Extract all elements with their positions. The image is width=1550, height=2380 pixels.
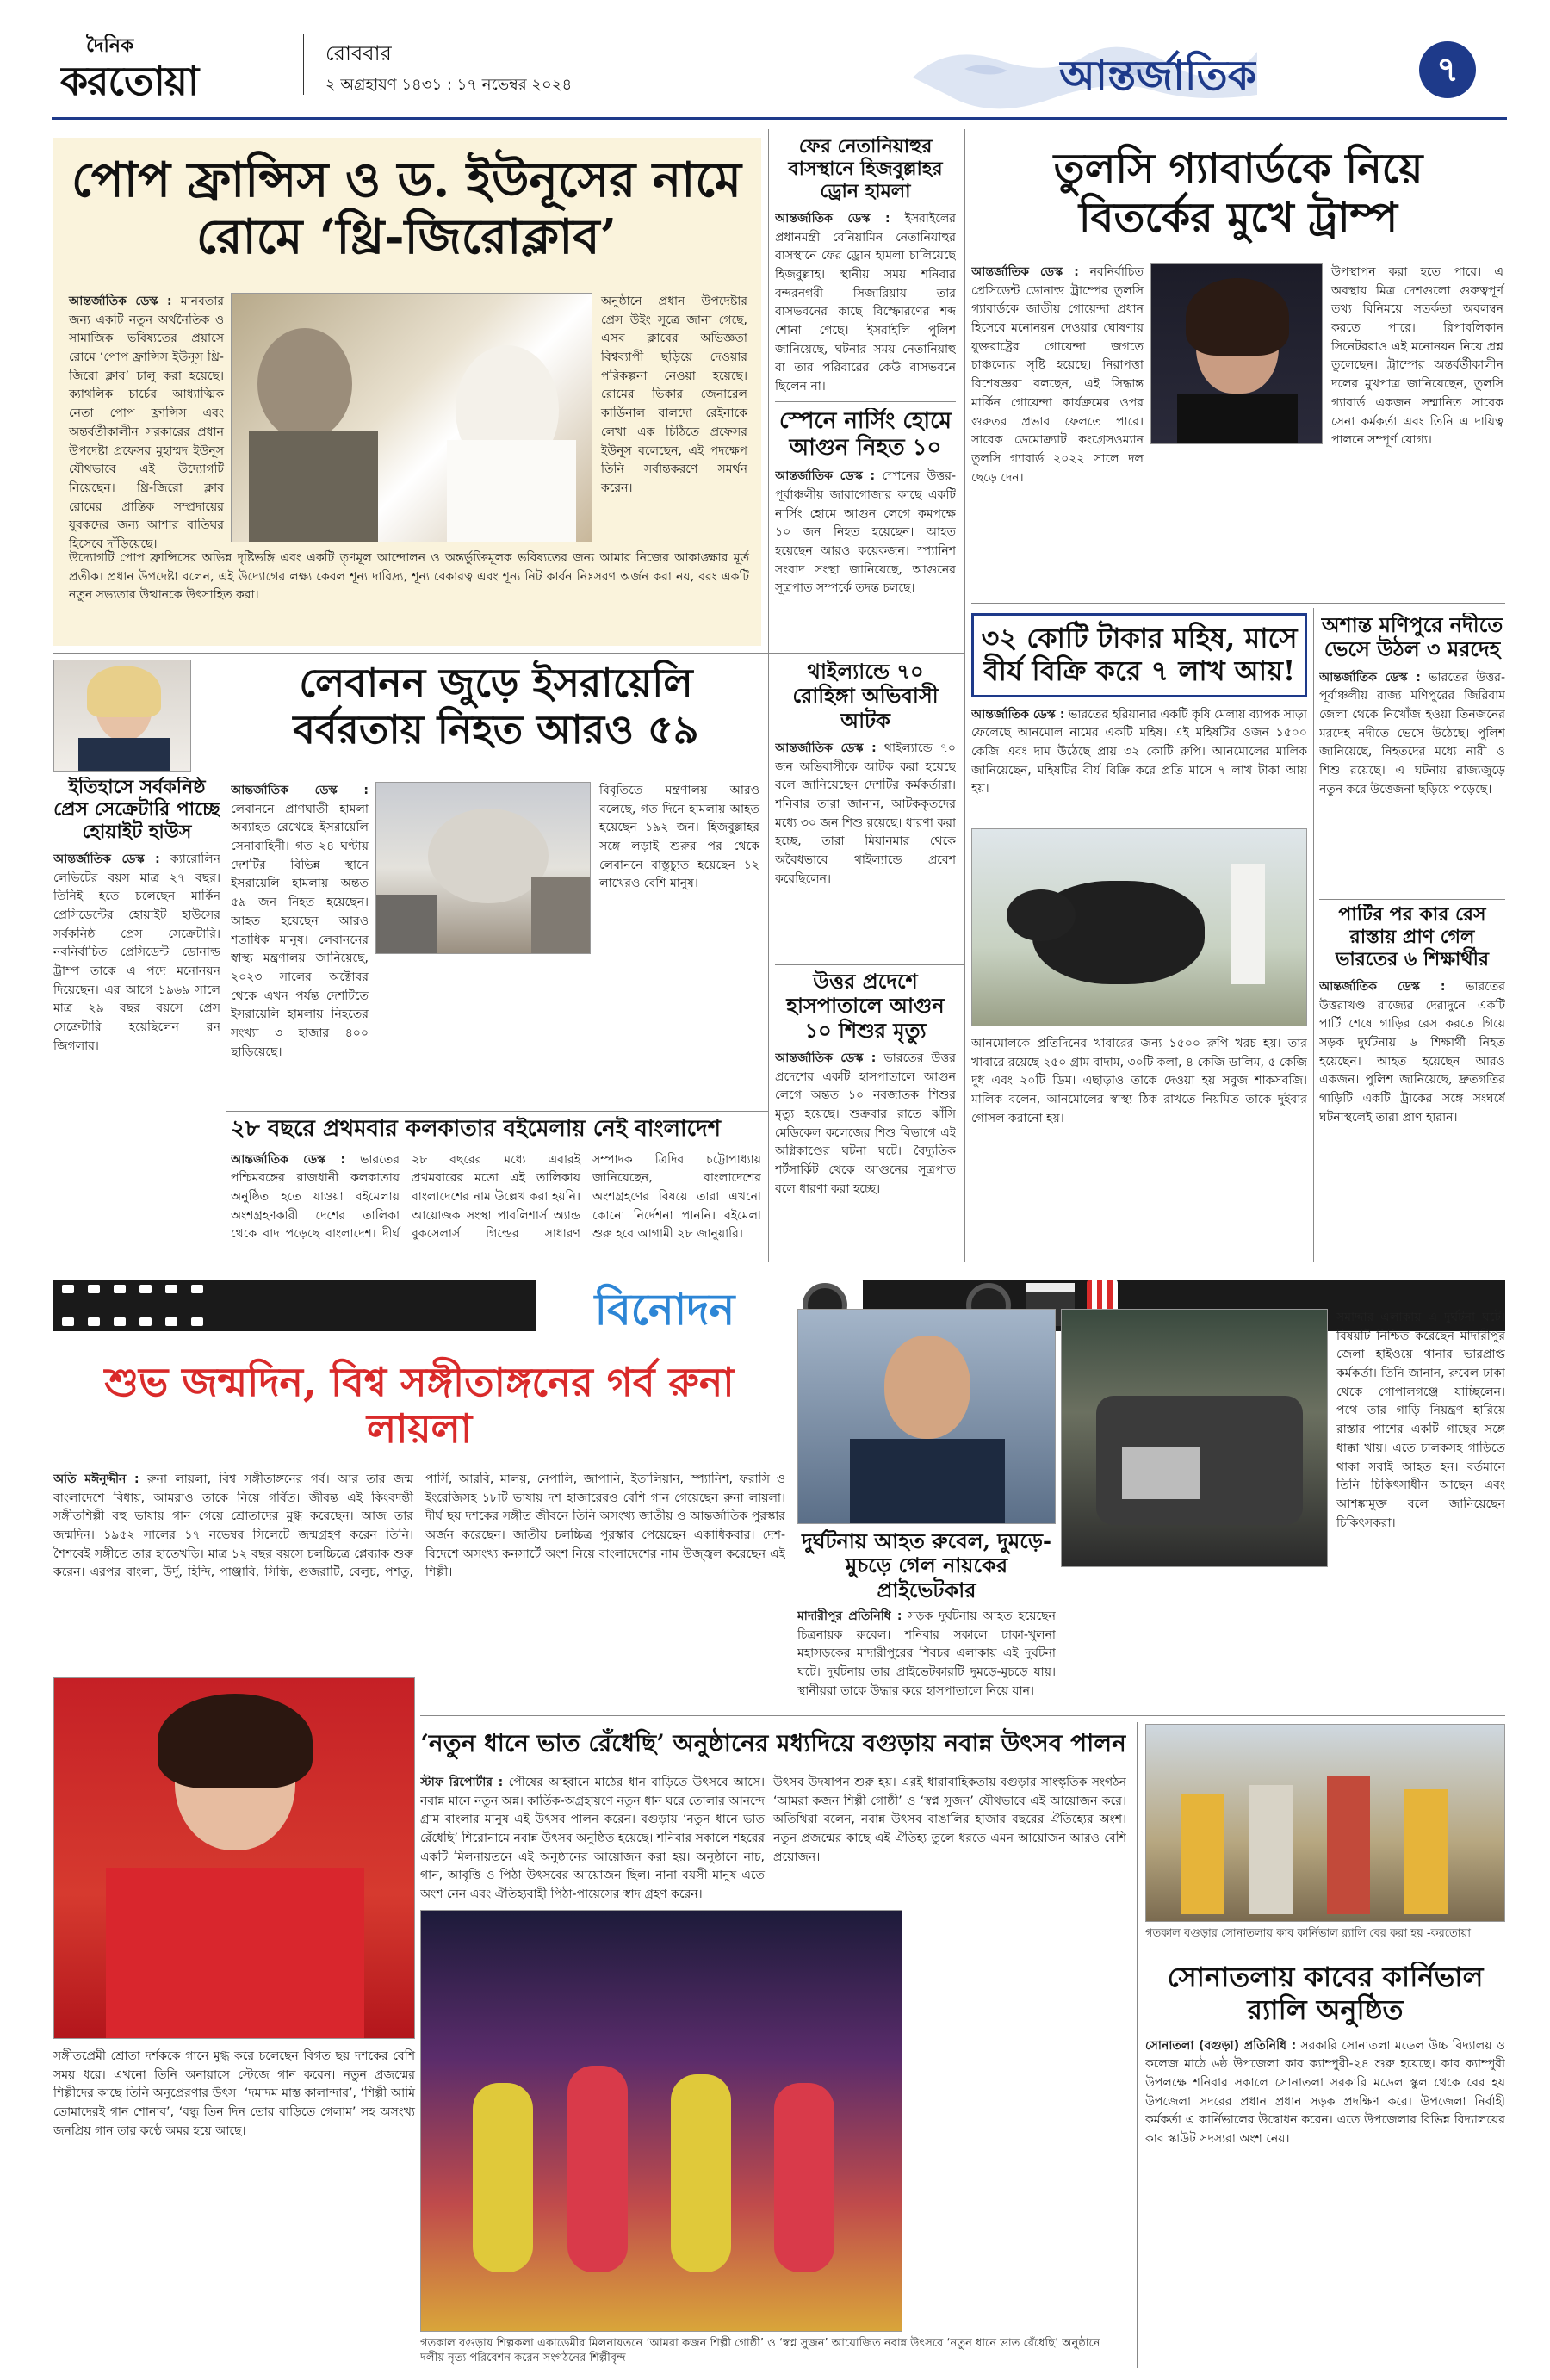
page-number-badge: ৭ xyxy=(1419,41,1476,98)
article-headline: পার্টির পর কার রেস রাস্তায় প্রাণ গেল ভারতের ৬ শিক্ষার্থীর xyxy=(1335,904,1490,970)
article-text-col2: বিবৃতিতে মন্ত্রণালয় আরও বলেছে, গত দিনে হামলায় আহত হয়েছেন ১৯২ জন। হিজবুল্লাহর সঙ্গে লড়াই শুরুর পর থেকে লেবাননে বাস্তুচ্যুত হয়েছেন ১২ লাখেরও বেশি মানুষ। xyxy=(599,784,760,891)
article-headline: তুলসি গ্যাবার্ডকে নিয়ে বিতর্কের মুখে ট্রাম্প xyxy=(1053,145,1423,242)
article-text-bottom: উদ্যোগটি পোপ ফ্রান্সিসের অভিন্ন দৃষ্টিভঙ্গি এবং একটি তৃণমূল আন্দোলন ও অন্তর্ভুক্তিমূলক ভবিষ্যতের জন্য আমার নিজের আকাঙ্ক্ষার মূর্ত প্রতীক। প্রধান উপদেষ্টা বলেন, এই উদ্যোগের লক্ষ্য কেবল শূন্য দারিদ্র্য, শূন্য বেকারত্ব এবং শূন্য নিট কার্বন নিঃসরণ অর্জন করা নয়, বরং একটি নতুন সভ্যতার উত্থানকে উৎসাহিত করা। xyxy=(69,551,749,603)
article-headline: ফের নেতানিয়াহুর বাসস্থানে হিজবুল্লাহর ড্রোন হামলা xyxy=(788,136,943,202)
logo-top-text: দৈনিক xyxy=(86,34,134,57)
article-india-car-race[interactable] xyxy=(1319,904,1505,1261)
masthead xyxy=(0,0,1550,121)
article-body: সড়ক দুর্ঘটনায় আহত হয়েছেন চিত্রনায়ক রুবেল। শনিবার সকালে ঢাকা-খুলনা মহাসড়কের মাদারীপুরের শিবচর এলাকায় এই দুর্ঘটনা ঘটে। দুর্ঘটনায় তার প্রাইভেটকারটি দুমড়ে-মুচড়ে যায়। স্থানীয়রা তাকে উদ্ধার করে হাসপাতালে নিয়ে যান। xyxy=(797,1608,1056,1698)
article-body: থাইল্যান্ডে ৭০ জন অভিবাসীকে আটক করা হয়েছে বলে জানিয়েছেন দেশটির কর্মকর্তারা। শনিবার তারা জানান, আটককৃতদের মধ্যে ৩০ জন শিশু রয়েছে। ধারণা করা হচ্ছে, তারা মিয়ানমার থেকে অবৈধভাবে থাইল্যান্ডে প্রবেশ করেছিলেন। xyxy=(775,741,956,886)
article-rubel-continued: সমাদ্দার এলাকায় এ দুর্ঘটনা ঘটে। বিষয়টি নিশ্চিত করেছেন মাদারীপুর জেলা হাইওয়ে থানার ভারপ্রাপ্ত কর্মকর্তা। তিনি জানান, রুবেল ঢাকা থেকে গোপালগঞ্জে যাচ্ছিলেন। পথে তার গাড়ি নিয়ন্ত্রণ হারিয়ে রাস্তার পাশের একটি গাছের সঙ্গে ধাক্কা খায়। এতে চালকসহ গাড়িতে থাকা সবাই আহত হন। বর্তমানে তিনি চিকিৎসাধীন আছেন এবং আশঙ্কামুক্ত বলে জানিয়েছেন চিকিৎসকরা। xyxy=(1336,1311,1505,1530)
article-sonatola-carnival[interactable] xyxy=(1145,1962,1505,2370)
article-lebanon[interactable] xyxy=(231,660,761,1107)
photo-pope-yunus xyxy=(231,293,592,542)
photo-buffalo xyxy=(971,828,1307,1026)
article-text-col2: অনুষ্ঠানে প্রধান উপদেষ্টার প্রেস উইং সূত্রে জানা গেছে, এসব ক্লাবের অভিজ্ঞতা বিশ্বব্যাপী ছড়িয়ে দেওয়ার পরিকল্পনা নেওয়া হয়েছে। রোমের ভিকার জেনারেল কার্ডিনাল বালদো রেইনাকে লেখা এক চিঠিতে প্রফেসর ইউনূস বলেছেন, এই পদক্ষেপ তিনি সর্বান্তকরণে সমর্থন করেন। xyxy=(601,294,747,495)
dateline: আন্তর্জাতিক ডেস্ক : xyxy=(971,707,1065,722)
column-rule xyxy=(964,129,965,1262)
article-headline: অশান্ত মণিপুরে নদীতে ভেসে উঠল ৩ মরদেহ xyxy=(1321,613,1504,662)
article-text-col2: উপস্থাপন করা হতে পারে। এ অবস্থায় মিত্র দেশগুলো গুরুত্বপূর্ণ তথ্য বিনিময়ে সতর্কতা অবলম্বন করতে পারে। রিপাবলিকান সিনেটররাও এই মনোনয়ন নিয়ে প্রশ্ন তুলেছেন। ট্রাম্পের অন্তর্বর্তীকালীন দলের মুখপাত্র জানিয়েছেন, তুলসি গ্যাবার্ড একজন সম্মানিত সাবেক সেনা কর্মকর্তা এবং তিনি এ দায়িত্ব পালনে সম্পূর্ণ যোগ্য। xyxy=(1331,265,1504,448)
photo-runa-laila xyxy=(53,1677,415,2039)
article-body: ভারতের পশ্চিমবঙ্গের রাজধানী কলকাতায় অনুষ্ঠিত হতে যাওয়া বইমেলায় অংশগ্রহণকারী দেশের তালিকা থেকে বাদ পড়েছে বাংলাদেশ। দীর্ঘ ২৮ বছরের মধ্যে এবারই প্রথমবারের মতো এই তালিকায় বাংলাদেশের নাম উল্লেখ করা হয়নি। আয়োজক সংস্থা পাবলিশার্স অ্যান্ড বুকসেলার্স গিল্ডের সাধারণ সম্পাদক ত্রিদিব চট্টোপাধ্যায় জানিয়েছেন, বাংলাদেশের অংশগ্রহণের বিষয়ে তারা এখনো কোনো নির্দেশনা পাননি। বইমেলা শুরু হবে আগামী ২৮ জানুয়ারি। xyxy=(231,1152,761,1242)
dateline: আন্তর্জাতিক ডেস্ক : xyxy=(69,294,172,308)
article-text-col2: আনমোলকে প্রতিদিনের খাবারের জন্য ১৫০০ রুপি খরচ হয়। তার খাবারে রয়েছে ২৫০ গ্রাম বাদাম, ৩০টি কলা, ৪ কেজি ডালিম, ৫ কেজি দুধ এবং ২০টি ডিম। এছাড়াও তাকে দেওয়া হয় সবুজ শাকসবজি। মালিক বলেন, আনমোলের স্বাস্থ্য ঠিক রাখতে নিয়মিত তাকে দুইবার গোসল করানো হয়। xyxy=(971,1037,1307,1125)
article-headline: ইতিহাসে সর্বকনিষ্ঠ প্রেস সেক্রেটারি পাচ্ছে হোয়াইট হাউস xyxy=(53,777,220,843)
row-rule xyxy=(420,1715,1505,1716)
article-body: ভারতের উত্তর প্রদেশের একটি হাসপাতালে আগুন লেগে অন্তত ১০ নবজাতক শিশুর মৃত্যু হয়েছে। শুক্রবার রাতে ঝাঁসি মেডিকেল কলেজের শিশু বিভাগে এই অগ্নিকাণ্ডের ঘটনা ঘটে। বৈদ্যুতিক শর্টসার্কিট থেকে আগুনের সূত্রপাত বলে ধারণা করা হচ্ছে। xyxy=(775,1051,956,1196)
article-thailand-rohingya[interactable] xyxy=(775,660,956,961)
article-body: রুনা লায়লা, বিশ্ব সঙ্গীতাঙ্গনের গর্ব। আর তার জন্ম বাংলাদেশে বিধায়, আমরাও তাকে নিয়ে গর্বিত। জীবন্ত এই কিংবদন্তী সঙ্গীতশিল্পী বহু ভাষায় গান গেয়ে শ্রোতাদের মুগ্ধ করেছেন। আজ তার জন্মদিন। ১৯৫২ সালের ১৭ নভেম্বর সিলেটে জন্মগ্রহণ করেন তিনি। শৈশবেই সঙ্গীতে তার হাতেখড়ি। মাত্র ১২ বছর বয়সে চলচ্চিত্রে প্লেব্যাক শুরু করেন। এরপর বাংলা, উর্দু, হিন্দি, পাঞ্জাবি, সিন্ধি, গুজরাটি, বেলুচ, পশতু, পার্সি, আরবি, মালয়, নেপালি, জাপানি, ইতালিয়ান, স্প্যানিশ, ফরাসি ও ইংরেজিসহ ১৮টি ভাষায় দশ হাজারেরও বেশি গান গেয়েছেন রুনা লায়লা। দীর্ঘ ছয় দশকের সঙ্গীত জীবনে তিনি অসংখ্য জাতীয় ও আন্তর্জাতিক পুরস্কার অর্জন করেছেন। জাতীয় চলচ্চিত্র পুরস্কার পেয়েছেন একাধিকবার। দেশ-বিদেশে অসংখ্য কনসার্টে অংশ নিয়ে বাংলাদেশের নাম উজ্জ্বল করেছেন এই শিল্পী। xyxy=(53,1472,785,1580)
dateline: আন্তর্জাতিক ডেস্ক : xyxy=(53,852,160,866)
article-headline: সোনাতলায় কাবের কার্নিভাল র‌্যালি অনুষ্ঠিত xyxy=(1167,1962,1484,2026)
logo-main-text: করতোয়া xyxy=(60,58,199,103)
masthead-day: রোববার xyxy=(326,41,392,65)
article-manipur[interactable] xyxy=(1319,613,1505,897)
row-rule xyxy=(1319,899,1505,900)
article-body: লেবাননে প্রাণঘাতী হামলা অব্যাহত রেখেছে ইসরায়েলি সেনাবাহিনী। গত ২৪ ঘণ্টায় দেশটির বিভিন্ন স্থানে ইসরায়েলি হামলায় অন্তত ৫৯ জন নিহত হয়েছেন। আহত হয়েছেন আরও শতাধিক মানুষ। লেবাননের স্বাস্থ্য মন্ত্রণালয় জানিয়েছে, ২০২৩ সালের অক্টোবর থেকে এখন পর্যন্ত দেশটিতে ইসরায়েলি হামলায় নিহতের সংখ্যা ৩ হাজার ৪০০ ছাড়িয়েছে। xyxy=(231,802,369,1059)
article-headline: পোপ ফ্রান্সিস ও ড. ইউনূসের নামে রোমে ‘থ্রি-জিরোক্লাব’ xyxy=(71,152,741,266)
divider xyxy=(971,603,1505,604)
dateline: আন্তর্জাতিক ডেস্ক : xyxy=(1319,670,1421,685)
masthead-date: ২ অগ্রহায়ণ ১৪৩১ : ১৭ নভেম্বর ২০২৪ xyxy=(326,76,573,94)
article-text-col2: উৎসব উদযাপন শুরু হয়। এরই ধারাবাহিকতায় বগুড়ার সাংস্কৃতিক সংগঠন ‘আমরা কজন শিল্পী গোষ্ঠী’ ও ‘স্বপ্ন সুজন’ যৌথভাবে এই আয়োজন করে। অতিথিরা বলেন, নবান্ন উৎসব বাঙালির হাজার বছরের ঐতিহ্যের অংশ। নতুন প্রজন্মের কাছে এই ঐতিহ্য তুলে ধরতে এমন আয়োজন আরও বেশি প্রয়োজন। xyxy=(773,1776,1126,1864)
photo-cub-carnival xyxy=(1145,1724,1505,1922)
dateline: আন্তর্জাতিক ডেস্ক : xyxy=(775,469,876,484)
photo-lebanon-strike xyxy=(375,782,591,954)
dateline: সোনাতলা (বগুড়া) প্রতিনিধি : xyxy=(1145,2038,1297,2053)
section-title: আন্তর্জাতিক xyxy=(1059,52,1257,100)
photo-nobanno-dance xyxy=(420,1910,902,2332)
article-text-col2: সঙ্গীতপ্রেমী শ্রোতা দর্শককে গানে মুগ্ধ করে চলেছেন বিগত ছয় দশকের বেশি সময় ধরে। এখনো তিনি অনায়াসে স্টেজে গান করেন। নতুন প্রজন্মের শিল্পীদের কাছে তিনি অনুপ্রেরণার উৎস। ‘দমাদম মাস্ত কালান্দার’, ‘শিল্পী আমি তোমাদেরই গান শোনাব’, ‘বন্ধু তিন দিন তোর বাড়িতে গেলাম’ সহ অসংখ্য জনপ্রিয় গান তার কণ্ঠে অমর হয়ে আছে। xyxy=(53,2049,415,2138)
article-body: ভারতের উত্তর-পূর্বাঞ্চলীয় রাজ্য মণিপুরের জিরিবাম জেলা থেকে নিখোঁজ হওয়া তিনজনের মরদেহ নদীতে ভেসে উঠেছে। পুলিশ জানিয়েছে, নিহতদের মধ্যে নারী ও শিশু রয়েছে। এ ঘটনায় রাজ্যজুড়ে নতুন করে উত্তেজনা ছড়িয়ে পড়েছে। xyxy=(1319,670,1505,796)
article-body: সরকারি সোনাতলা মডেল উচ্চ বিদ্যালয় ও কলেজ মাঠে ৬ষ্ঠ উপজেলা কাব ক্যাম্পুরী-২৪ শুরু হয়েছে। কাব ক্যাম্পুরী উপলক্ষে শনিবার সকালে সোনাতলা সরকারি মডেল স্কুল থেকে বের হয় উপজেলা সদরের প্রধান প্রধান সড়ক প্রদক্ষিণ করে। উপজেলা নির্বাহী কর্মকর্তা এ কার্নিভালের উদ্বোধন করেন। এতে উপজেলার বিভিন্ন বিদ্যালয়ের কাব স্কাউট সদস্যরা অংশ নেয়। xyxy=(1145,2038,1505,2146)
dateline: অতি মঈনুদ্দীন : xyxy=(53,1472,140,1486)
binodon-title: বিনোদন xyxy=(594,1284,735,1335)
article-headline: উত্তর প্রদেশে হাসপাতালে আগুন ১০ শিশুর মৃত্যু xyxy=(786,970,945,1043)
dateline: আন্তর্জাতিক ডেস্ক : xyxy=(775,1051,877,1065)
article-body: ভারতের উত্তরাখণ্ড রাজ্যের দেরাদুনে একটি পার্টি শেষে গাড়ির রেস করতে গিয়ে সড়ক দুর্ঘটনায় ৬ শিক্ষার্থী নিহত হয়েছেন। আহত হয়েছেন আরও একজন। পুলিশ জানিয়েছে, দ্রুতগতির গাড়িটি একটি ট্রাকের সঙ্গে সংঘর্ষে ঘটনাস্থলেই তারা প্রাণ হারান। xyxy=(1319,979,1505,1125)
article-headline: ‘নতুন ধানে ভাত রেঁধেছি’ অনুষ্ঠানের মধ্যদিয়ে বগুড়ায় নবান্ন উৎসব পালন xyxy=(420,1729,1126,1757)
article-headline: ৩২ কোটি টাকার মহিষ, মাসে বীর্য বিক্রি করে ৭ লাখ আয়! xyxy=(971,613,1307,697)
article-rubel-accident[interactable] xyxy=(797,1529,1056,1701)
article-body: পৌষের আহ্বানে মাঠের ধান বাড়িতে উৎসবে আসে। নবান্ন মানে নতুন অন্ন। কার্তিক-অগ্রহায়ণে নতুন ধান ঘরে তোলার আনন্দে গ্রাম বাংলার মানুষ এই উৎসব পালন করেন। বগুড়ায় ‘নতুন ধানে ভাত রেঁধেছি’ শিরোনামে নবান্ন উৎসব অনুষ্ঠিত হয়েছে। শনিবার সকালে শহরের একটি মিলনায়তনে এই অনুষ্ঠানের আয়োজন করা হয়। অনুষ্ঠানে নাচ, গান, আবৃত্তি ও পিঠা উৎসবের আয়োজন ছিল। নানা বয়সী মানুষ এতে অংশ নেন এবং ঐতিহ্যবাহী পিঠা-পায়েসের স্বাদ গ্রহণ করেন। xyxy=(420,1776,766,1902)
column-rule xyxy=(768,129,769,1262)
article-headline: স্পেনে নার্সিং হোমে আগুন নিহত ১০ xyxy=(779,408,952,461)
newspaper-logo[interactable] xyxy=(60,26,293,103)
article-text-col1: মানবতার জন্য একটি নতুন অর্থনৈতিক ও সামাজিক ভবিষ্যতের প্রয়াসে রোমে ‘পোপ ফ্রান্সিস ইউনূস থ্রি-জিরো ক্লাব’ চালু করা হয়েছে। ক্যাথলিক চার্চের আধ্যাত্মিক নেতা পোপ ফ্রান্সিস এবং অন্তর্বর্তীকালীন সরকারের প্রধান উপদেষ্টা প্রফেসর মুহাম্মদ ইউনূস যৌথভাবে এই উদ্যোগটি নিয়েছেন। থ্রি-জিরো ক্লাব রোমের প্রান্তিক সম্প্রদায়ের যুবকদের জন্য আশার বাতিঘর হিসেবে দাঁড়িয়েছে। xyxy=(69,294,224,551)
column-rule xyxy=(1313,608,1314,1262)
dateline: মাদারীপুর প্রতিনিধি : xyxy=(797,1608,902,1623)
dateline: আন্তর্জাতিক ডেস্ক : xyxy=(231,784,369,797)
article-body: ক্যারোলিন লেভিটের বয়স মাত্র ২৭ বছর। তিনিই হতে চলেছেন মার্কিন প্রেসিডেন্টের হোয়াইট হাউসের সর্বকনিষ্ঠ প্রেস সেক্রেটারি। নবনির্বাচিত প্রেসিডেন্ট ডোনাল্ড ট্রাম্প তাকে এ পদে মনোনয়ন দিয়েছেন। এর আগে ১৯৬৯ সালে মাত্র ২৯ বছর বয়সে প্রেস সেক্রেটারি হয়েছিলেন রন জিগলার। xyxy=(53,852,220,1053)
masthead-bottom-rule xyxy=(52,117,1507,120)
article-body: ভারতের হরিয়ানার একটি কৃষি মেলায় ব্যাপক সাড়া ফেলেছে আনমোল নামের একটি মহিষ। এই মহিষটির ওজন ১৫০০ কেজি এবং দাম উঠেছে প্রায় ৩২ কোটি রুপি। আনমোলের মালিক জানিয়েছেন, মহিষটির বীর্য বিক্রি করে প্রতি মাসে ৭ লাখ টাকা আয় হয়। xyxy=(971,707,1307,796)
article-body xyxy=(69,293,224,551)
photo-karoline-leavitt xyxy=(53,660,191,772)
photo-damaged-car xyxy=(1061,1309,1328,1567)
article-tulsi-gabbard[interactable] xyxy=(971,136,1505,601)
masthead-divider xyxy=(303,34,304,95)
article-headline: শুভ জন্মদিন, বিশ্ব সঙ্গীতাঙ্গনের গর্ব রুনা লায়লা xyxy=(104,1359,735,1453)
column-rule xyxy=(1137,1722,1138,2368)
article-spain-nursing-home[interactable] xyxy=(775,408,956,653)
photo-caption-nobanno: গতকাল বগুড়ায় শিল্পকলা একাডেমীর মিলনায়তনে ‘আমরা কজন শিল্পী গোষ্ঠী’ ও ‘স্বপ্ন সুজন’ আয়োজিত নবান্ন উৎসবে ‘নতুন ধানে ভাত রেঁধেছি’ অনুষ্ঠানে দলীয় নৃত্য পরিবেশন করেন সংগঠনের শিল্পীবৃন্দ xyxy=(420,2337,1100,2365)
row-rule xyxy=(775,964,964,965)
dateline: আন্তর্জাতিক ডেস্ক : xyxy=(971,265,1079,279)
dateline: আন্তর্জাতিক ডেস্ক : xyxy=(775,211,890,226)
article-body: নবনির্বাচিত প্রেসিডেন্ট ডোনাল্ড ট্রাম্পের তুলসি গ্যাবার্ডকে জাতীয় গোয়েন্দা প্রধান হিসেবে মনোনয়ন দেওয়ার ঘোষণায় যুক্তরাষ্ট্রের গোয়েন্দা জগতে চাঞ্চল্যের সৃষ্টি হয়েছে। নিরাপত্তা বিশেষজ্ঞরা বলছেন, এই সিদ্ধান্ত মার্কিন গোয়েন্দা কার্যক্রমের ওপর গুরুতর প্রভাব ফেলতে পারে। সাবেক ডেমোক্র্যাট কংগ্রেসওম্যান তুলসি গ্যাবার্ড ২০২২ সালে দল ছেড়ে দেন। xyxy=(971,265,1144,485)
article-headline: থাইল্যান্ডে ৭০ রোহিঙ্গা অভিবাসী আটক xyxy=(792,660,939,733)
article-body: স্পেনের উত্তর-পূর্বাঞ্চলীয় জারাগোজার কাছে একটি নার্সিং হোমে আগুন লেগে কমপক্ষে ১০ জন নিহত হয়েছেন। আহত হয়েছেন আরও কয়েকজন। স্প্যানিশ সংবাদ সংস্থা জানিয়েছে, আগুনের সূত্রপাত সম্পর্কে তদন্ত চলছে। xyxy=(775,469,956,596)
dateline: আন্তর্জাতিক ডেস্ক : xyxy=(775,741,877,755)
row-rule xyxy=(226,1111,768,1112)
dateline: স্টাফ রিপোর্টার : xyxy=(420,1776,504,1789)
photo-caption-carnival: গতকাল বগুড়ার সোনাতলায় কাব কার্নিভাল র‌্যালি বের করা হয় -করতোয়া xyxy=(1145,1927,1471,1940)
article-buffalo[interactable] xyxy=(971,613,1307,1263)
article-pope-yunus[interactable] xyxy=(53,138,761,646)
article-white-house-press-secretary[interactable] xyxy=(53,777,220,1259)
article-nobanno-festival[interactable] xyxy=(420,1724,1126,2370)
row-rule xyxy=(53,653,964,654)
photo-tulsi-gabbard xyxy=(1150,263,1323,444)
divider xyxy=(775,401,956,402)
article-up-hospital-fire[interactable] xyxy=(775,970,956,1262)
dateline: আন্তর্জাতিক ডেস্ক : xyxy=(1319,979,1446,994)
article-headline: দুর্ঘটনায় আহত রুবেল, দুমড়ে-মুচড়ে গেল নায়কের প্রাইভেটকার xyxy=(802,1529,1051,1602)
photo-rubel-portrait xyxy=(797,1309,1056,1524)
article-headline: ২৮ বছরে প্রথমবার কলকাতার বইমেলায় নেই বাংলাদেশ xyxy=(231,1116,722,1142)
article-body: ইসরাইলের প্রধানমন্ত্রী বেনিয়ামিন নেতানিয়াহুর বাসস্থানে ফের ড্রোন হামলা চালিয়েছে হিজবুল্লাহ। স্থানীয় সময় শনিবার বন্দরনগরী সিজারিয়ায় তার বাসভবনের কাছে বিস্ফোরণের শব্দ শোনা গেছে। ইসরাইলি পুলিশ জানিয়েছে, ঘটনার সময় নেতানিয়াহু বা তার পরিবারের কেউ বাসভবনে ছিলেন না। xyxy=(775,211,956,394)
article-kolkata-bookfair[interactable] xyxy=(231,1116,761,1262)
dateline: আন্তর্জাতিক ডেস্ক : xyxy=(231,1152,346,1167)
article-netanyahu[interactable] xyxy=(775,136,956,394)
article-headline: লেবানন জুড়ে ইসরায়েলি বর্বরতায় নিহত আরও ৫৯ xyxy=(293,660,699,753)
